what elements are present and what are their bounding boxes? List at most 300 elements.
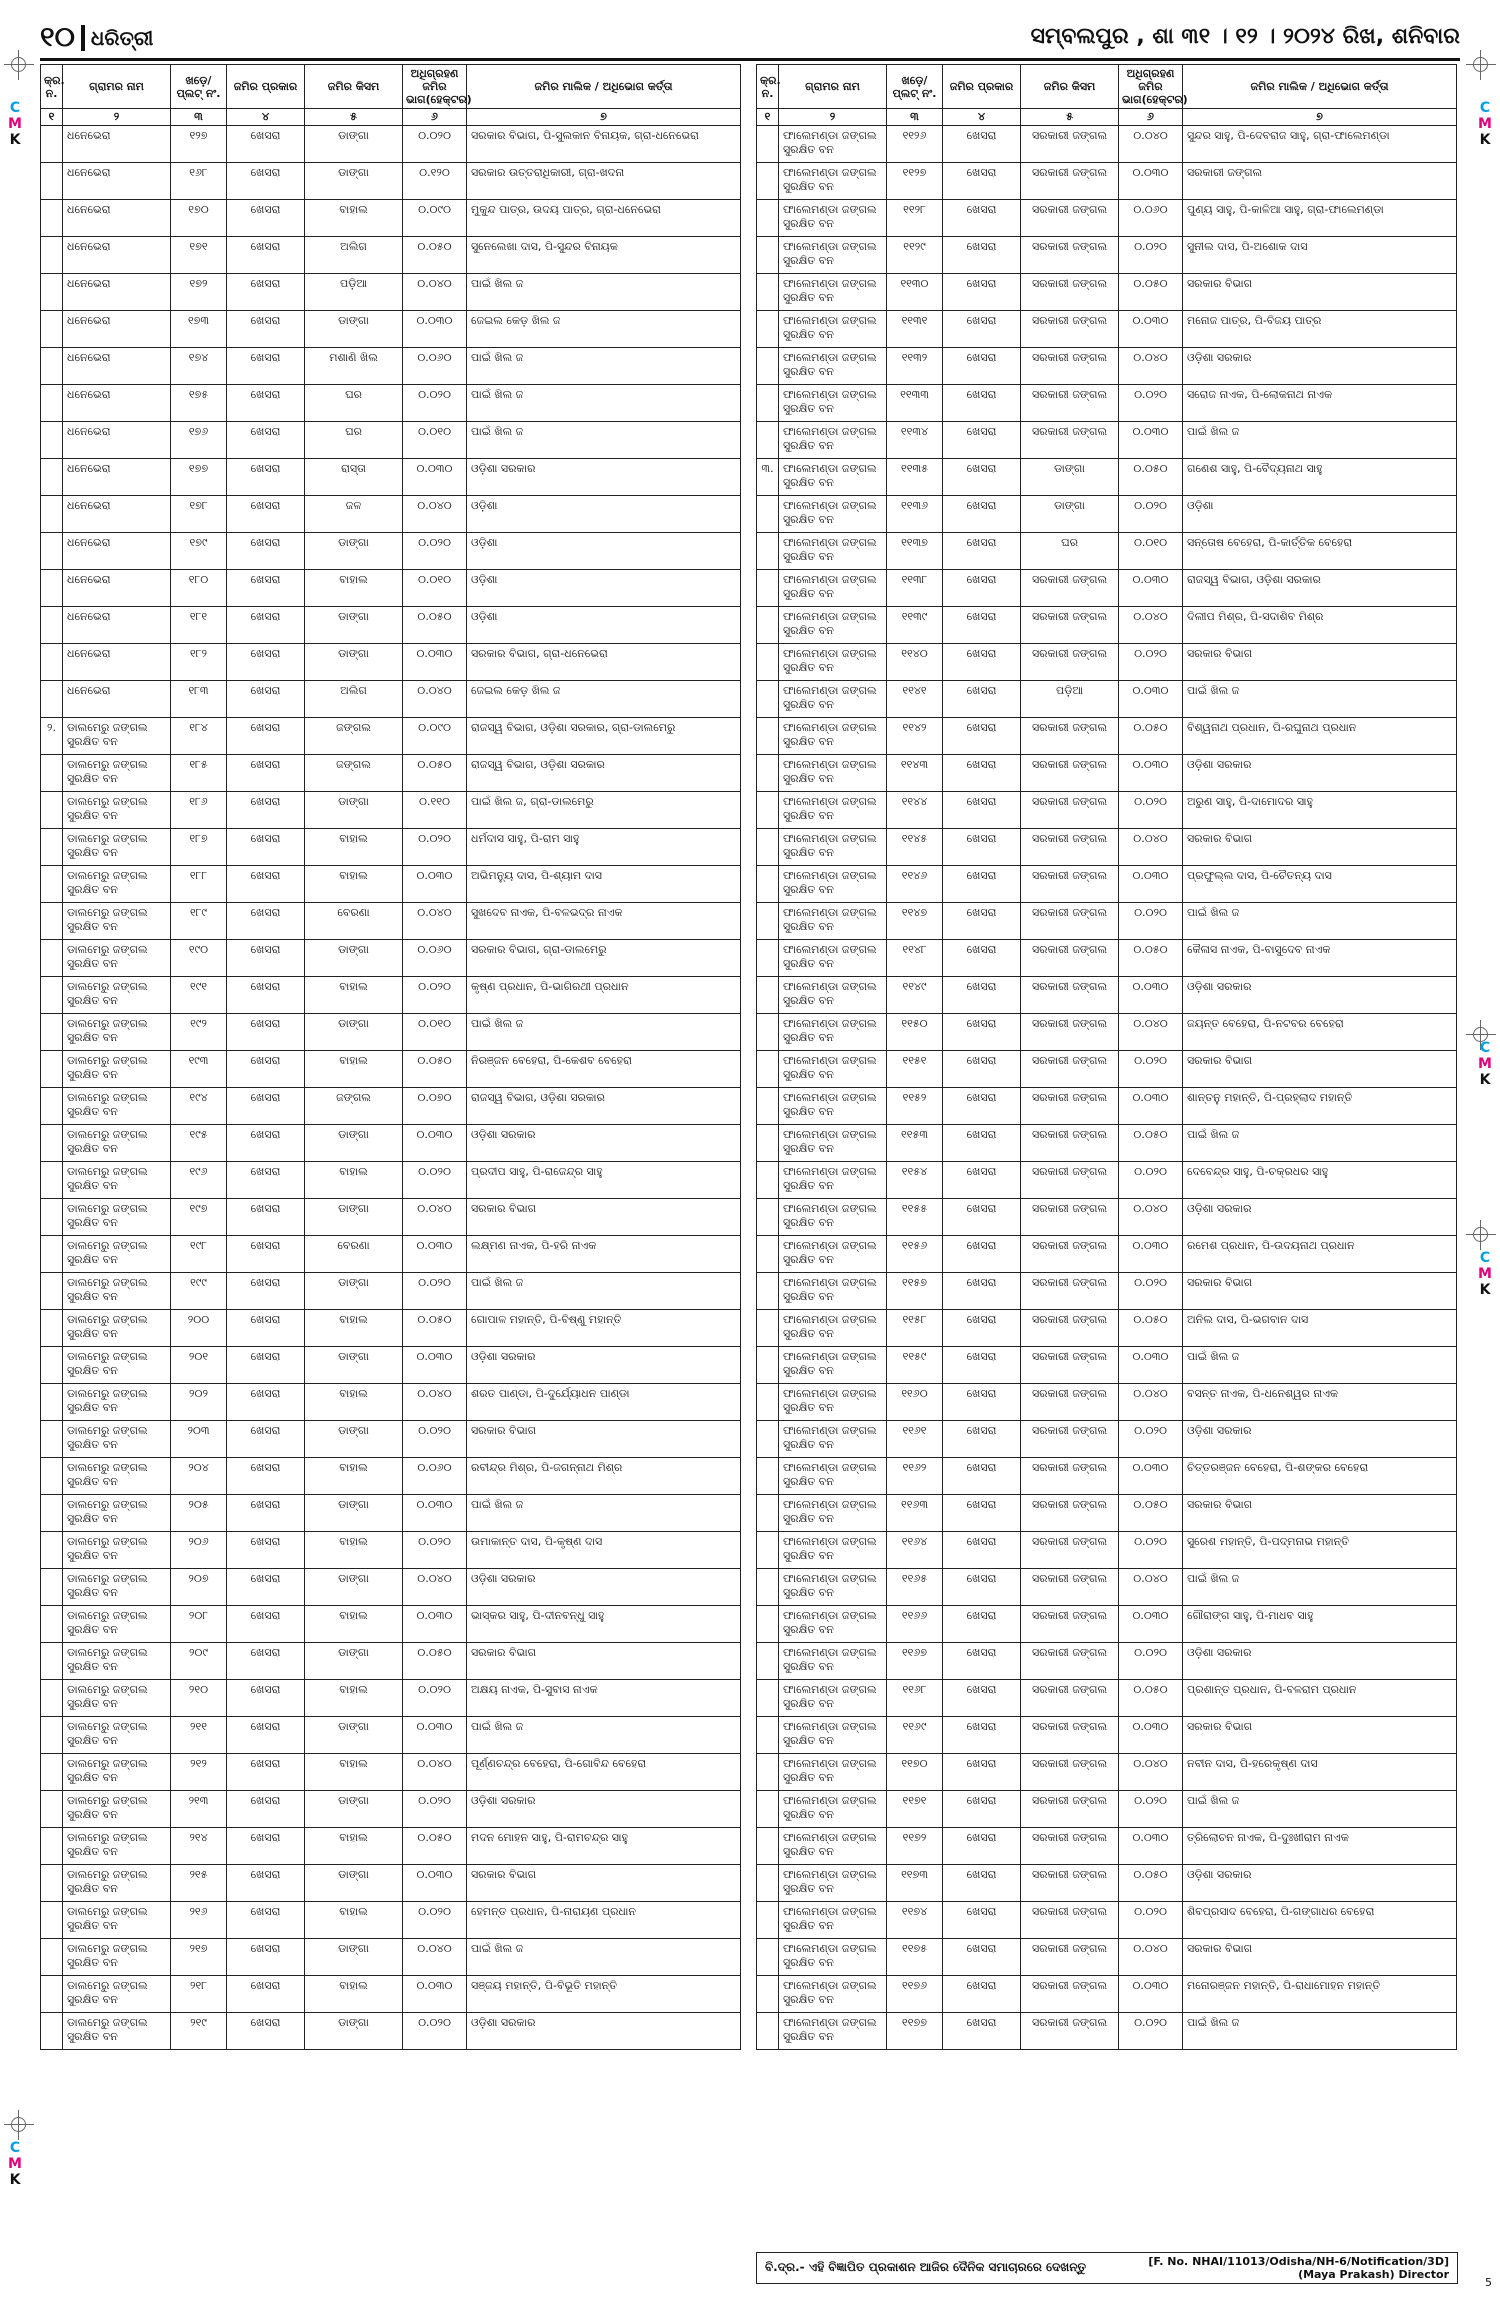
row-land-class: ସରକାରୀ ଜଙ୍ଗଲ <box>1021 1680 1119 1717</box>
row-plot: ୧୧୨୮ <box>887 200 943 237</box>
row-village: ଫାଲେମଣ୍ଡା ଜଙ୍ଗଲ ସୁରକ୍ଷିତ ବନ <box>779 1717 887 1754</box>
row-owner: ପୂର୍ଣ୍ଣଚନ୍ଦ୍ର ବେହେରା, ପି-ଗୋବିନ୍ଦ ବେହେରା <box>467 1754 741 1791</box>
row-sl <box>757 200 779 237</box>
row-sl <box>41 1606 63 1643</box>
row-area: ୦.୦୩୦ <box>1119 1347 1183 1384</box>
row-land-type: ଖେସରା <box>943 126 1021 163</box>
row-village: ଧନେଭେରା <box>63 496 171 533</box>
table-row <box>41 718 741 755</box>
row-village: ଫାଲେମଣ୍ଡା ଜଙ୍ଗଲ ସୁରକ୍ଷିତ ବନ <box>779 718 887 755</box>
row-land-type: ଖେସରା <box>943 237 1021 274</box>
row-area: ୦.୦୩୦ <box>403 1976 467 2013</box>
row-plot: ୧୧୪୧ <box>887 681 943 718</box>
row-village: ଫାଲେମଣ୍ଡା ଜଙ୍ଗଲ ସୁରକ୍ଷିତ ବନ <box>779 829 887 866</box>
row-village: ଫାଲେମଣ୍ଡା ଜଙ୍ଗଲ ସୁରକ୍ଷିତ ବନ <box>779 1088 887 1125</box>
row-land-class: ଘର <box>305 385 403 422</box>
row-land-class: ଡାଙ୍ଗା <box>305 163 403 200</box>
row-sl <box>41 903 63 940</box>
row-area: ୦.୦୨୦ <box>403 829 467 866</box>
row-sl <box>41 1458 63 1495</box>
row-sl <box>757 274 779 311</box>
row-village: ଡାଲମେରୁ ଜଙ୍ଗଲ ସୁରକ୍ଷିତ ବନ <box>63 1754 171 1791</box>
row-area: ୦.୦୨୦ <box>403 385 467 422</box>
row-sl <box>41 1014 63 1051</box>
row-sl <box>41 1939 63 1976</box>
row-sl <box>41 755 63 792</box>
row-village: ଫାଲେମଣ୍ଡା ଜଙ୍ଗଲ ସୁରକ୍ଷିତ ବନ <box>779 1458 887 1495</box>
row-owner: ଓଡ଼ିଶା <box>467 533 741 570</box>
row-plot: ୧୧୩୯ <box>887 607 943 644</box>
table-row <box>757 607 1457 644</box>
row-area: ୦.୦୩୦ <box>1119 866 1183 903</box>
row-owner: ଶିବପ୍ରସାଦ ବେହେରା, ପି-ଗଙ୍ଗାଧର ବେହେରା <box>1183 1902 1457 1939</box>
row-area: ୦.୦୬୦ <box>403 348 467 385</box>
row-area: ୦.୦୩୦ <box>1119 1606 1183 1643</box>
row-plot: ୨୧୦ <box>171 1680 227 1717</box>
row-land-class: ବାହାଲ <box>305 1606 403 1643</box>
row-village: ଡାଲମେରୁ ଜଙ୍ଗଲ ସୁରକ୍ଷିତ ବନ <box>63 1014 171 1051</box>
table-row <box>41 274 741 311</box>
row-owner: ପ୍ରଶାନ୍ତ ପ୍ରଧାନ, ପି-ବଳରାମ ପ୍ରଧାନ <box>1183 1680 1457 1717</box>
row-plot: ୧୧୫୧ <box>887 1051 943 1088</box>
row-sl <box>757 163 779 200</box>
row-sl <box>41 792 63 829</box>
row-plot: ୧୧୭୬ <box>887 1976 943 2013</box>
row-area: ୦.୦୪୦ <box>403 1754 467 1791</box>
row-land-class: ପଡ଼ିଆ <box>1021 681 1119 718</box>
table-row <box>41 237 741 274</box>
row-land-class: ଡାଙ୍ଗା <box>305 1347 403 1384</box>
row-owner: ସନ୍ତୋଷ ବେହେରା, ପି-କାର୍ତ୍ତିକ ବେହେରା <box>1183 533 1457 570</box>
row-plot: ୧୮୩ <box>171 681 227 718</box>
row-area: ୦.୦୨୦ <box>403 1273 467 1310</box>
row-sl <box>757 1051 779 1088</box>
row-land-class: ସରକାରୀ ଜଙ୍ଗଲ <box>1021 1051 1119 1088</box>
black-mark: K <box>9 132 21 148</box>
row-land-type: ଖେସରା <box>943 200 1021 237</box>
col-plot: ଖଡ଼େ/ ପ୍ଲଟ୍ ନଂ. <box>171 65 227 109</box>
row-owner: ଶରତ ପାଣ୍ଡା, ପି-ଦୁର୍ଯ୍ୟୋଧନ ପାଣ୍ଡା <box>467 1384 741 1421</box>
row-plot: ୧୧୬୫ <box>887 1569 943 1606</box>
row-land-type: ଖେସରା <box>943 1902 1021 1939</box>
table-row <box>41 570 741 607</box>
row-village: ଫାଲେମଣ୍ଡା ଜଙ୍ଗଲ ସୁରକ୍ଷିତ ବନ <box>779 1273 887 1310</box>
table-row <box>41 792 741 829</box>
row-plot: ୧୭୩ <box>171 311 227 348</box>
row-land-class: ସରକାରୀ ଜଙ୍ଗଲ <box>1021 1717 1119 1754</box>
table-row <box>757 274 1457 311</box>
row-land-type: ଖେସରା <box>943 1199 1021 1236</box>
row-sl <box>757 1680 779 1717</box>
row-sl <box>757 422 779 459</box>
table-row <box>757 237 1457 274</box>
row-owner: ସରକାର ବିଭାଗ <box>467 1421 741 1458</box>
row-plot: ୧୧୬୪ <box>887 1532 943 1569</box>
row-land-type: ଖେସରା <box>227 1680 305 1717</box>
row-land-class: ସରକାରୀ ଜଙ୍ଗଲ <box>1021 866 1119 903</box>
row-plot: ୧୧୩୮ <box>887 570 943 607</box>
row-land-type: ଖେସରା <box>227 1569 305 1606</box>
row-owner: ମନୋରଞ୍ଜନ ମହାନ୍ତି, ପି-ରାଧାମୋହନ ମହାନ୍ତି <box>1183 1976 1457 2013</box>
right-table-panel <box>756 64 1456 2050</box>
row-sl <box>757 1569 779 1606</box>
row-land-class: ଡାଙ୍ଗା <box>305 1865 403 1902</box>
left-table-body <box>41 126 741 2050</box>
footer-note-box <box>756 2252 1458 2284</box>
row-land-class: ସରକାରୀ ଜଙ୍ଗଲ <box>1021 2013 1119 2050</box>
table-row <box>41 1754 741 1791</box>
row-land-class: ସରକାରୀ ଜଙ୍ଗଲ <box>1021 163 1119 200</box>
row-land-type: ଖେସରା <box>943 348 1021 385</box>
row-owner: ଓଡ଼ିଶା <box>467 607 741 644</box>
table-row <box>41 1199 741 1236</box>
row-land-class: ସରକାରୀ ଜଙ୍ଗଲ <box>1021 1421 1119 1458</box>
page-header <box>40 20 1460 60</box>
row-sl <box>41 829 63 866</box>
row-sl <box>41 1532 63 1569</box>
table-row <box>41 1902 741 1939</box>
table-row <box>757 533 1457 570</box>
table-row <box>41 163 741 200</box>
row-village: ଧନେଭେରା <box>63 126 171 163</box>
row-land-type: ଖେସରା <box>227 829 305 866</box>
row-land-class: ସରକାରୀ ଜଙ୍ଗଲ <box>1021 348 1119 385</box>
row-land-type: ଖେସରା <box>227 1643 305 1680</box>
row-owner: ପାଇଁ ଖିଲ ଜ <box>1183 422 1457 459</box>
row-owner: ପ୍ରଫୁଲ୍ଲ ଦାସ, ପି-ଚୈତନ୍ୟ ଦାସ <box>1183 866 1457 903</box>
row-land-type: ଖେସରା <box>227 1199 305 1236</box>
table-row <box>757 1606 1457 1643</box>
row-sl <box>41 1088 63 1125</box>
row-village: ଫାଲେମଣ୍ଡା ଜଙ୍ଗଲ ସୁରକ୍ଷିତ ବନ <box>779 755 887 792</box>
col-area: ଅଧିଗ୍ରହଣ ଜମିର ଭାଗ(ହେକ୍ଟର) <box>1119 65 1183 109</box>
row-owner: ପାଇଁ ଖିଲ ଜ <box>467 1717 741 1754</box>
table-row <box>757 200 1457 237</box>
row-land-class: ସରକାରୀ ଜଙ୍ଗଲ <box>1021 1569 1119 1606</box>
row-area: ୦.୦୩୦ <box>1119 311 1183 348</box>
row-land-class: ଡାଙ୍ଗା <box>305 607 403 644</box>
row-plot: ୧୧୫୦ <box>887 1014 943 1051</box>
row-owner: ପାଇଁ ଖିଲ ଜ <box>467 1939 741 1976</box>
row-land-type: ଖେସରା <box>943 1162 1021 1199</box>
row-plot: ୧୧୫୩ <box>887 1125 943 1162</box>
row-area: ୦.୦୭୦ <box>403 1088 467 1125</box>
row-land-class: ସରକାରୀ ଜଙ୍ଗଲ <box>1021 940 1119 977</box>
row-area: ୦.୦୫୦ <box>403 1828 467 1865</box>
row-plot: ୧୯୭ <box>171 1199 227 1236</box>
row-sl <box>757 1902 779 1939</box>
row-village: ଫାଲେମଣ୍ଡା ଜଙ୍ଗଲ ସୁରକ୍ଷିତ ବନ <box>779 1569 887 1606</box>
row-village: ଡାଲମେରୁ ଜଙ୍ଗଲ ସୁରକ୍ଷିତ ବନ <box>63 1569 171 1606</box>
row-plot: ୨୦୫ <box>171 1495 227 1532</box>
row-area: ୦.୦୪୦ <box>403 903 467 940</box>
table-row <box>41 200 741 237</box>
table-row <box>757 385 1457 422</box>
row-area: ୦.୦୪୦ <box>403 1199 467 1236</box>
row-area: ୦.୦୫୦ <box>1119 1495 1183 1532</box>
row-plot: ୧୧୪୮ <box>887 940 943 977</box>
row-land-type: ଖେସରା <box>943 1495 1021 1532</box>
row-land-class: ଡାଙ୍ଗା <box>305 126 403 163</box>
row-sl <box>41 126 63 163</box>
col-area: ଅଧିଗ୍ରହଣ ଜମିର ଭାଗ(ହେକ୍ଟର) <box>403 65 467 109</box>
row-sl <box>41 1273 63 1310</box>
row-owner: ଓଡ଼ିଶା <box>467 570 741 607</box>
row-area: ୦.୦୩୦ <box>1119 422 1183 459</box>
row-owner: ରାଜସ୍ୱ ବିଭାଗ, ଓଡ଼ିଶା ସରକାର, ଗ୍ରା-ଡାଲମେରୁ <box>467 718 741 755</box>
row-area: ୦.୦୨୦ <box>1119 1532 1183 1569</box>
row-owner: ସରକାର ବିଭାଗ <box>1183 1051 1457 1088</box>
row-sl <box>757 977 779 1014</box>
row-sl <box>41 1976 63 2013</box>
cyan-mark: C <box>1479 1040 1491 1056</box>
row-sl <box>41 533 63 570</box>
row-area: ୦.୦୩୦ <box>1119 1717 1183 1754</box>
row-village: ଫାଲେମଣ୍ଡା ଜଙ୍ଗଲ ସୁରକ୍ଷିତ ବନ <box>779 1199 887 1236</box>
row-owner: ନବୀନ ଦାସ, ପି-ହରେକୃଷ୍ଣ ଦାସ <box>1183 1754 1457 1791</box>
row-land-type: ଖେସରା <box>943 1014 1021 1051</box>
row-sl <box>41 1421 63 1458</box>
row-village: ଫାଲେମଣ୍ଡା ଜଙ୍ଗଲ ସୁରକ୍ଷିତ ବନ <box>779 348 887 385</box>
row-area: ୦.୦୫୦ <box>1119 459 1183 496</box>
row-land-class: ସରକାରୀ ଜଙ୍ଗଲ <box>1021 1532 1119 1569</box>
row-owner: ପାଇଁ ଖିଲ ଜ <box>467 348 741 385</box>
row-plot: ୨୧୮ <box>171 1976 227 2013</box>
row-village: ଧନେଭେରା <box>63 644 171 681</box>
row-land-type: ଖେସରା <box>227 1717 305 1754</box>
row-land-type: ଖେସରା <box>227 1125 305 1162</box>
col-owner: ଜମିର ମାଲିକ / ଅଧିଭୋଗ କର୍ତ୍ତା <box>467 65 741 109</box>
row-owner: ସରକାରୀ ଜଙ୍ଗଲ <box>1183 163 1457 200</box>
row-owner: ଓଡ଼ିଶା ସରକାର <box>1183 348 1457 385</box>
row-village: ଫାଲେମଣ୍ଡା ଜଙ୍ଗଲ ସୁରକ୍ଷିତ ବନ <box>779 1828 887 1865</box>
row-owner: ଲକ୍ଷ୍ମଣ ନାଏକ, ପି-ହରି ନାଏକ <box>467 1236 741 1273</box>
row-land-class: ଜଙ୍ଗଲ <box>305 1088 403 1125</box>
row-area: ୦.୦୩୦ <box>403 644 467 681</box>
row-land-class: ବାହାଲ <box>305 1384 403 1421</box>
color-strip-right <box>1476 1250 1494 1298</box>
row-owner: ପାଇଁ ଖିଲ ଜ <box>1183 681 1457 718</box>
table-row <box>41 1717 741 1754</box>
row-sl <box>41 1384 63 1421</box>
row-village: ଫାଲେମଣ୍ଡା ଜଙ୍ଗଲ ସୁରକ୍ଷିତ ବନ <box>779 940 887 977</box>
row-area: ୦.୦୪୦ <box>1119 1939 1183 1976</box>
row-sl <box>757 903 779 940</box>
row-land-type: ଖେସରା <box>227 1865 305 1902</box>
row-land-class: ସରକାରୀ ଜଙ୍ଗଲ <box>1021 1384 1119 1421</box>
row-village: ଡାଲମେରୁ ଜଙ୍ଗଲ ସୁରକ୍ଷିତ ବନ <box>63 1643 171 1680</box>
table-row <box>41 681 741 718</box>
row-plot: ୨୧୭ <box>171 1939 227 1976</box>
row-sl <box>757 1088 779 1125</box>
row-land-class: ବାହାଲ <box>305 1310 403 1347</box>
registration-mark-icon <box>1466 1220 1496 1250</box>
row-land-type: ଖେସରା <box>227 1532 305 1569</box>
row-area: ୦.୦୩୦ <box>1119 977 1183 1014</box>
row-land-class: ଡାଙ୍ଗା <box>305 792 403 829</box>
row-land-type: ଖେସରା <box>943 644 1021 681</box>
row-village: ଫାଲେମଣ୍ଡା ଜଙ୍ଗଲ ସୁରକ୍ଷିତ ବନ <box>779 977 887 1014</box>
black-mark: K <box>9 2172 21 2188</box>
table-row <box>757 1495 1457 1532</box>
row-area: ୦.୦୨୦ <box>1119 1051 1183 1088</box>
row-owner: ପାଇଁ ଖିଲ ଜ <box>1183 1347 1457 1384</box>
row-land-class: ଡାଙ୍ଗା <box>305 1495 403 1532</box>
row-land-class: ସରକାରୀ ଜଙ୍ଗଲ <box>1021 1347 1119 1384</box>
row-land-class: ସରକାରୀ ଜଙ୍ଗଲ <box>1021 1088 1119 1125</box>
row-land-class: ସରକାରୀ ଜଙ୍ଗଲ <box>1021 200 1119 237</box>
table-row <box>757 1199 1457 1236</box>
row-area: ୦.୦୩୦ <box>1119 1828 1183 1865</box>
row-land-type: ଖେସରା <box>943 274 1021 311</box>
row-owner: ଓଡ଼ିଶା ସରକାର <box>467 2013 741 2050</box>
row-land-type: ଖେସରା <box>227 903 305 940</box>
cyan-mark: C <box>9 100 21 116</box>
table-row <box>41 1865 741 1902</box>
row-village: ଫାଲେମଣ୍ଡା ଜଙ୍ଗଲ ସୁରକ୍ଷିତ ବନ <box>779 1976 887 2013</box>
row-plot: ୧୧୩୧ <box>887 311 943 348</box>
row-land-class: ବାହାଲ <box>305 1680 403 1717</box>
col-village: ଗ୍ରାମର ନାମ <box>63 65 171 109</box>
row-plot: ୧୯୯ <box>171 1273 227 1310</box>
table-row <box>757 681 1457 718</box>
row-sl <box>757 718 779 755</box>
row-village: ଫାଲେମଣ୍ଡା ଜଙ୍ଗଲ ସୁରକ୍ଷିତ ବନ <box>779 533 887 570</box>
row-owner: ସଞ୍ଜୟ ମହାନ୍ତି, ପି-ବିଭୂତି ମହାନ୍ତି <box>467 1976 741 2013</box>
col-land-type: ଜମିର ପ୍ରକାର <box>943 65 1021 109</box>
row-owner: ପୁଣ୍ୟ ସାହୁ, ପି-କାଳିଆ ସାହୁ, ଗ୍ରା-ଫାଲେମଣ୍ଡା <box>1183 200 1457 237</box>
col-number: ୪ <box>943 109 1021 126</box>
row-village: ଧନେଭେରା <box>63 163 171 200</box>
row-owner: ସରକାର ବିଭାଗ, ଗ୍ରା-ଧନେଭେରା <box>467 644 741 681</box>
row-plot: ୧୭୪ <box>171 348 227 385</box>
row-village: ଧନେଭେରା <box>63 533 171 570</box>
row-owner: ଓଡ଼ିଶା ସରକାର <box>467 1125 741 1162</box>
row-owner: ମଦନ ମୋହନ ସାହୁ, ପି-ରାମଚନ୍ଦ୍ର ସାହୁ <box>467 1828 741 1865</box>
row-plot: ୨୧୬ <box>171 1902 227 1939</box>
table-row <box>41 903 741 940</box>
row-land-type: ଖେସରା <box>943 496 1021 533</box>
row-land-class: ରାସ୍ତା <box>305 459 403 496</box>
row-area: ୦.୦୨୦ <box>403 1680 467 1717</box>
row-land-type: ଖେସରା <box>943 1569 1021 1606</box>
row-plot: ୧୧୪୪ <box>887 792 943 829</box>
row-village: ଡାଲମେରୁ ଜଙ୍ଗଲ ସୁରକ୍ଷିତ ବନ <box>63 1976 171 2013</box>
row-owner: ସରକାର ବିଭାଗ <box>1183 1717 1457 1754</box>
magenta-mark: M <box>8 116 22 132</box>
row-area: ୦.୦୧୦ <box>1119 533 1183 570</box>
table-row <box>41 1495 741 1532</box>
row-village: ଫାଲେମଣ୍ଡା ଜଙ୍ଗଲ ସୁରକ୍ଷିତ ବନ <box>779 385 887 422</box>
row-village: ଫାଲେମଣ୍ଡା ଜଙ୍ଗଲ ସୁରକ୍ଷିତ ବନ <box>779 1347 887 1384</box>
row-area: ୦.୦୪୦ <box>403 1939 467 1976</box>
col-number: ୬ <box>403 109 467 126</box>
row-plot: ୧୧୨୭ <box>887 163 943 200</box>
row-village: ଫାଲେମଣ୍ଡା ଜଙ୍ଗଲ ସୁରକ୍ଷିତ ବନ <box>779 1939 887 1976</box>
row-owner: ଅକ୍ଷୟ ନାଏକ, ପି-ସୁବାସ ନାଏକ <box>467 1680 741 1717</box>
row-area: ୦.୦୧୦ <box>403 570 467 607</box>
row-area: ୦.୦୩୦ <box>403 311 467 348</box>
row-plot: ୧୧୪୯ <box>887 977 943 1014</box>
row-sl <box>757 829 779 866</box>
row-land-type: ଖେସରା <box>943 1532 1021 1569</box>
row-area: ୦.୦୪୦ <box>1119 1014 1183 1051</box>
row-area: ୦.୦୨୦ <box>403 1162 467 1199</box>
row-sl <box>41 1754 63 1791</box>
row-sl <box>41 459 63 496</box>
row-owner: ବିଶ୍ୱନାଥ ପ୍ରଧାନ, ପି-ରଘୁନାଥ ପ୍ରଧାନ <box>1183 718 1457 755</box>
row-land-type: ଖେସରା <box>943 1606 1021 1643</box>
row-land-class: ପଡ଼ିଆ <box>305 274 403 311</box>
row-area: ୦.୦୩୦ <box>403 459 467 496</box>
row-area: ୦.୦୫୦ <box>1119 1680 1183 1717</box>
row-owner: ପାଇଁ ଖିଲ ଜ <box>1183 1791 1457 1828</box>
row-land-type: ଖେସରା <box>943 903 1021 940</box>
row-sl <box>757 1199 779 1236</box>
row-area: ୦.୦୫୦ <box>1119 718 1183 755</box>
row-plot: ୧୭୯ <box>171 533 227 570</box>
row-land-type: ଖେସରା <box>943 829 1021 866</box>
row-area: ୦.୦୨୦ <box>1119 1162 1183 1199</box>
table-row <box>757 977 1457 1014</box>
table-row <box>41 385 741 422</box>
magenta-mark: M <box>1478 116 1492 132</box>
row-plot: ୧୭୦ <box>171 200 227 237</box>
row-sl <box>41 1347 63 1384</box>
row-owner: ରବୀନ୍ଦ୍ର ମିଶ୍ର, ପି-ଜଗନ୍ନାଥ ମିଶ୍ର <box>467 1458 741 1495</box>
row-plot: ୧୧୫୮ <box>887 1310 943 1347</box>
row-owner: କୈଳାସ ନାଏକ, ପି-ବାସୁଦେବ ନାଏକ <box>1183 940 1457 977</box>
file-number: [F. No. NHAI/11013/Odisha/NH-6/Notification/3D] <box>1148 2255 1449 2268</box>
row-village: ଡାଲମେରୁ ଜଙ୍ଗଲ ସୁରକ୍ଷିତ ବନ <box>63 940 171 977</box>
row-village: ଧନେଭେରା <box>63 607 171 644</box>
row-plot: ୧୧୫୫ <box>887 1199 943 1236</box>
table-row <box>757 1828 1457 1865</box>
row-land-class: ସରକାରୀ ଜଙ୍ଗଲ <box>1021 274 1119 311</box>
row-plot: ୧୧୨୯ <box>887 237 943 274</box>
row-village: ଡାଲମେରୁ ଜଙ୍ଗଲ ସୁରକ୍ଷିତ ବନ <box>63 1088 171 1125</box>
table-row <box>757 755 1457 792</box>
row-area: ୦.୦୪୦ <box>1119 1754 1183 1791</box>
row-owner: ଅରୁଣ ସାହୁ, ପି-ଦାମୋଦର ସାହୁ <box>1183 792 1457 829</box>
row-owner: ସରକାର ବିଭାଗ <box>1183 1939 1457 1976</box>
row-land-type: ଖେସରା <box>943 2013 1021 2050</box>
row-area: ୦.୦୨୦ <box>403 533 467 570</box>
row-sl <box>41 1495 63 1532</box>
row-owner: କୃଷ୍ଣ ପ୍ରଧାନ, ପି-ଭାଗିରଥୀ ପ୍ରଧାନ <box>467 977 741 1014</box>
row-plot: ୧୮୭ <box>171 829 227 866</box>
row-land-type: ଖେସରା <box>227 496 305 533</box>
row-land-class: ଜଙ୍ଗଲ <box>305 718 403 755</box>
row-land-class: ସରକାରୀ ଜଙ୍ଗଲ <box>1021 126 1119 163</box>
row-area: ୦.୦୪୦ <box>403 1384 467 1421</box>
table-row <box>41 644 741 681</box>
row-land-type: ଖେସରା <box>227 1495 305 1532</box>
row-land-class: ଡାଙ୍ଗା <box>305 2013 403 2050</box>
row-village: ଫାଲେମଣ୍ଡା ଜଙ୍ଗଲ ସୁରକ୍ଷିତ ବନ <box>779 126 887 163</box>
row-plot: ୧୧୭୪ <box>887 1902 943 1939</box>
row-owner: ଅଭିମନ୍ୟୁ ଦାସ, ପି-ଶ୍ୟାମ ଦାସ <box>467 866 741 903</box>
row-plot: ୧୧୬୯ <box>887 1717 943 1754</box>
row-land-class: ଅଲିଗ <box>305 237 403 274</box>
col-sl: କ୍ର. ନ. <box>757 65 779 109</box>
row-area: ୦.୦୪୦ <box>403 274 467 311</box>
row-land-type: ଖେସରା <box>943 755 1021 792</box>
row-sl <box>41 274 63 311</box>
row-plot: ୧୯୪ <box>171 1088 227 1125</box>
row-land-class: ସରକାରୀ ଜଙ୍ଗଲ <box>1021 570 1119 607</box>
table-row <box>41 607 741 644</box>
